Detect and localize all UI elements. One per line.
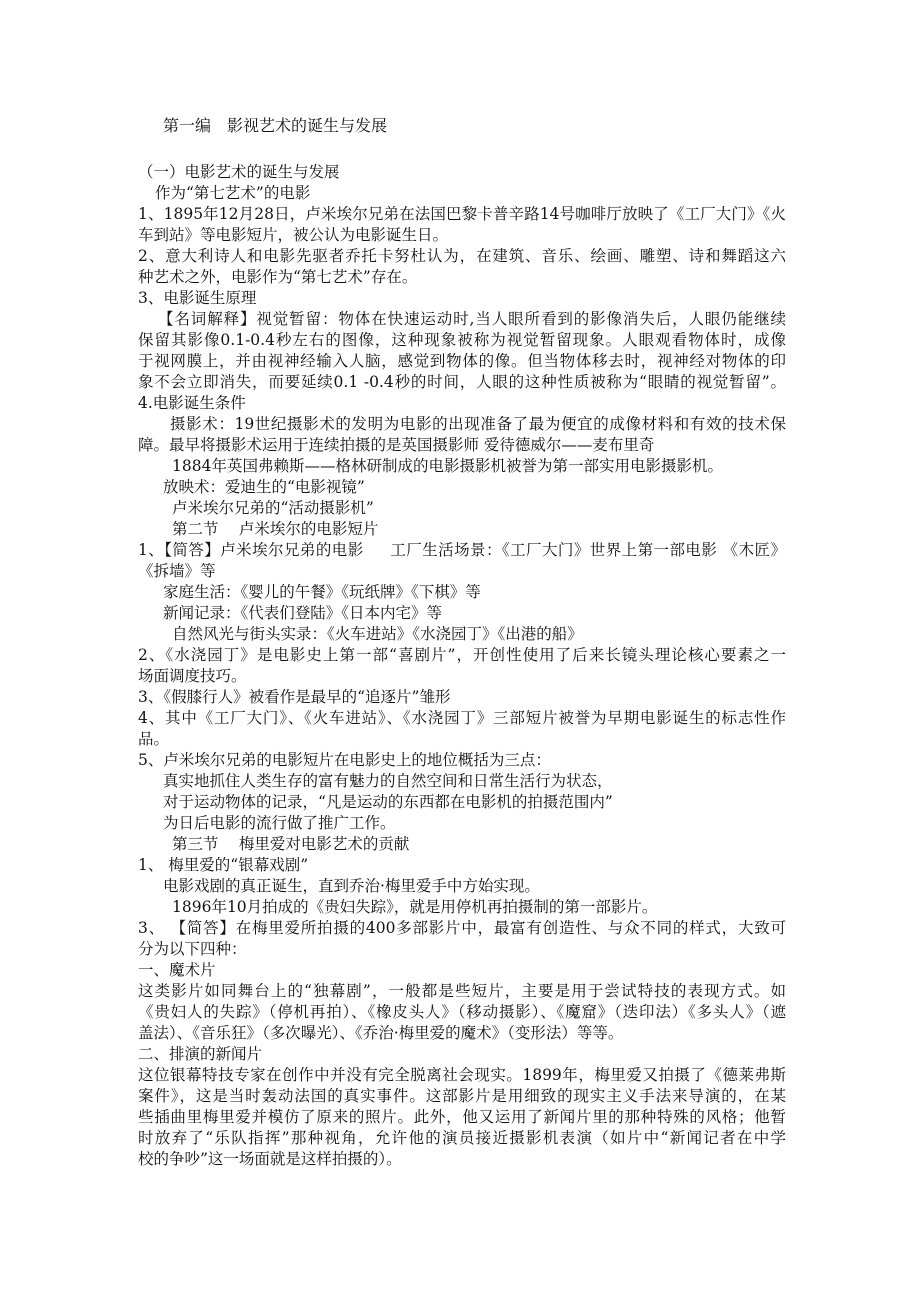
paragraph-line: 家庭生活：《婴儿的午餐》《玩纸牌》《下棋》等: [163, 583, 481, 601]
paragraph-line: 校的争吵”这一场面就是这样拍摄的）。: [138, 1150, 402, 1168]
paragraph-line: 保留其影像0.1-0.4秒左右的图像，这种现象被称为视觉暂留现象。人眼观看物体时，成像: [138, 331, 786, 349]
paragraph-line: 场面调度技巧。: [138, 667, 247, 685]
paragraph-line: 放映术：爱迪生的“电影视镜”: [163, 478, 365, 496]
section-heading: 第三节 梅里爱对电影艺术的贡献: [172, 835, 410, 853]
paragraph-line: 1、【简答】卢米埃尔兄弟的电影 工厂生活场景：《工厂大门》世界上第一部电影 《木匠》: [138, 541, 786, 559]
paragraph-line: 真实地抓住人类生存的富有魅力的自然空间和日常生活行为状态，: [163, 772, 613, 790]
paragraph-line: 车到站》等电影短片，被公认为电影诞生日。: [138, 226, 449, 244]
paragraph-line: 这位银幕特技专家在创作中并没有完全脱离社会现实。1899年，梅里爱又拍摄了《德莱弗斯: [138, 1066, 786, 1084]
paragraph-line: 3、 【简答】在梅里爱所拍摄的400多部影片中，最富有创造性、与众不同的样式，大致可: [138, 919, 786, 937]
paragraph-line: 《贵妇人的失踪》（停机再拍）、《橡皮头人》（移动摄影）、《魔窟》（迭印法）《多头人》（遮: [138, 1003, 786, 1021]
paragraph-line: 2、意大利诗人和电影先驱者乔托卡努杜认为，在建筑、音乐、绘画、雕塑、诗和舞蹈这六: [138, 247, 786, 265]
paragraph-line: 为日后电影的流行做了推广工作。: [163, 814, 396, 832]
paragraph-line: 4.电影诞生条件: [138, 394, 246, 412]
paragraph-line: 【名词解释】视觉暂留：物体在快速运动时,当人眼所看到的影像消失后，人眼仍能继续: [158, 310, 786, 328]
subheading: 一、魔术片: [138, 961, 216, 979]
paragraph-line: 《拆墙》等: [138, 562, 216, 580]
paragraph-line: 象不会立即消失，而要延续0.1 -0.4秒的时间，人眼的这种性质被称为“眼睛的视觉暂留”。: [138, 373, 786, 391]
paragraph-line: 种艺术之外，电影作为“第七艺术”存在。: [138, 268, 418, 286]
paragraph-line: 1896年10月拍成的《贵妇失踪》，就是用停机再拍摄制的第一部影片。: [172, 898, 658, 916]
paragraph-line: 电影戏剧的真正诞生，直到乔治·梅里爱手中方始实现。: [163, 877, 540, 895]
subheading: 作为“第七艺术”的电影: [155, 184, 311, 202]
paragraph-line: 时放弃了“乐队指挥”那种视角，允许他的演员接近摄影机表演（如片中“新闻记者在中学: [138, 1129, 786, 1147]
paragraph-line: 3、《假膝行人》被看作是最早的“追逐片”雏形: [138, 688, 451, 706]
paragraph-line: 卢米埃尔兄弟的“活动摄影机”: [172, 499, 374, 517]
paragraph-line: 2、《水浇园丁》是电影史上第一部“喜剧片”，开创性使用了后来长镜头理论核心要素之一: [138, 646, 786, 664]
paragraph-line: 障。最早将摄影术运用于连续拍摄的是英国摄影师 爱待德威尔——麦布里奇: [138, 436, 655, 454]
paragraph-line: 新闻记录：《代表们登陆》《日本内宅》等: [163, 604, 443, 622]
paragraph-line: 分为以下四种：: [138, 940, 247, 958]
paragraph-line: 1、 梅里爱的“银幕戏剧”: [138, 856, 309, 874]
paragraph-line: 摄影术：19世纪摄影术的发明为电影的出现准备了最为便宜的成像材料和有效的技术保: [170, 415, 786, 433]
document-title: 第一编 影视艺术的诞生与发展: [163, 116, 388, 135]
paragraph-line: 对于运动物体的记录，“凡是运动的东西都在电影机的拍摄范围内”: [163, 793, 613, 811]
paragraph-line: 3、电影诞生原理: [138, 289, 257, 307]
paragraph-line: 盖法）、《音乐狂》（多次曝光）、《乔治·梅里爱的魔术》（变形法）等等。: [138, 1024, 624, 1042]
paragraph-line: 1884年英国弗赖斯——格林研制成的电影摄影机被誉为第一部实用电影摄影机。: [172, 457, 723, 475]
paragraph-line: 1、1895年12月28日，卢米埃尔兄弟在法国巴黎卡普辛路14号咖啡厅放映了《工厂大门》《火: [138, 205, 786, 223]
section-heading: （一）电影艺术的诞生与发展: [138, 163, 340, 181]
paragraph-line: 这类影片如同舞台上的“独幕剧”，一般都是些短片，主要是用于尝试特技的表现方式。如: [138, 982, 786, 1000]
paragraph-line: 于视网膜上，并由视神经输入人脑，感觉到物体的像。但当物体移去时，视神经对物体的印: [138, 352, 786, 370]
paragraph-line: 5、卢米埃尔兄弟的电影短片在电影史上的地位概括为三点：: [138, 751, 551, 769]
section-heading: 第二节 卢米埃尔的电影短片: [172, 520, 379, 538]
paragraph-line: 案件》，这是当时轰动法国的真实事件。这部影片是用细致的现实主义手法来导演的，在某: [138, 1087, 786, 1105]
subheading: 二、排演的新闻片: [138, 1045, 263, 1063]
paragraph-line: 些插曲里梅里爱并模仿了原来的照片。此外，他又运用了新闻片里的那种特殊的风格；他暂: [138, 1108, 786, 1126]
paragraph-line: 品。: [138, 730, 170, 748]
paragraph-line: 自然风光与街头实录：《火车进站》《水浇园丁》《出港的船》: [172, 625, 583, 643]
paragraph-line: 4、其中《工厂大门》、《火车进站》、《水浇园丁》三部短片被誉为早期电影诞生的标志性作: [138, 709, 786, 727]
